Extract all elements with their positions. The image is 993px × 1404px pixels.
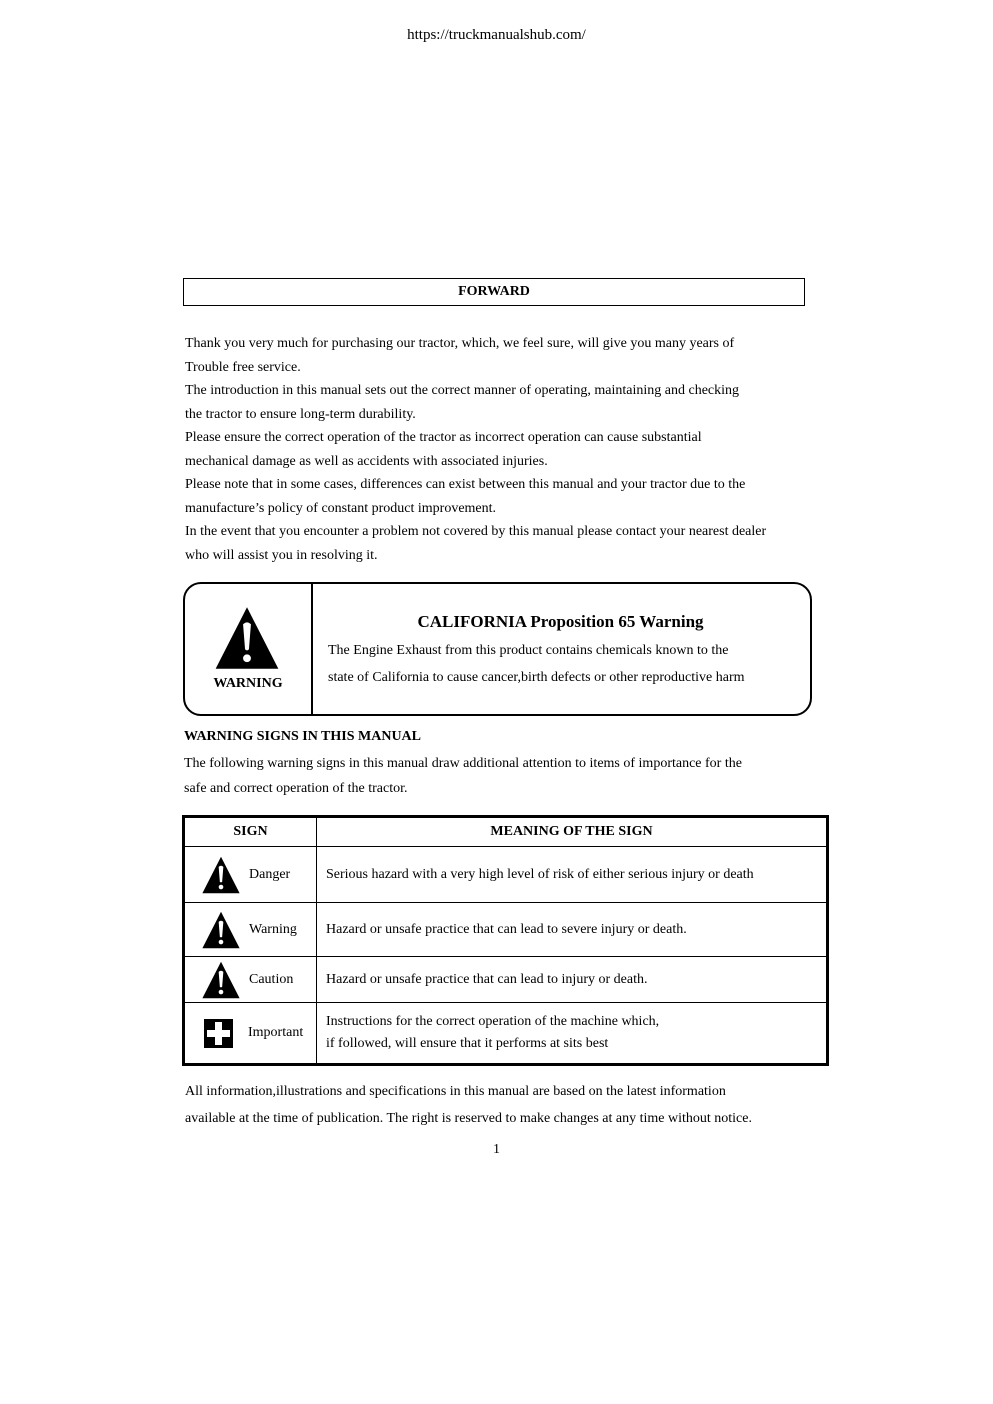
intro-line: Trouble free service. [185,359,301,375]
col-header-meaning: MEANING OF THE SIGN [317,817,828,847]
warning-signs-line: safe and correct operation of the tractor. [184,781,408,796]
warning-triangle-icon [201,856,241,894]
warning-signs-intro [184,751,742,801]
intro-line: Thank you very much for purchasing our tractor, which, we feel sure, will give you many years of [185,336,735,351]
divider [311,584,313,714]
warning-triangle-icon [201,961,241,999]
sign-meaning-line: Instructions for the correct operation of the machine which, [326,1014,660,1029]
warning-triangle-icon [212,606,282,670]
sign-label: Important [248,1025,304,1040]
source-url[interactable]: https://truckmanualshub.com/ [407,27,586,43]
sign-meaning: Hazard or unsafe practice that can lead to severe injury or death. [317,903,828,957]
intro-line: Please ensure the correct operation of the tractor as incorrect operation can cause substantial [185,430,702,445]
table-row [184,903,828,957]
intro-line: mechanical damage as well as accidents with associated injuries. [185,453,548,469]
important-cross-icon [204,1019,233,1048]
warning-triangle-icon [201,911,241,949]
forward-intro [185,332,825,567]
footer-notice [185,1078,752,1132]
table-header-row [184,817,828,847]
sign-label: Caution [249,971,294,987]
table-row [184,957,828,1003]
prop65-text-line: state of California to cause cancer,birth defects or other reproductive harm [328,670,745,685]
table-row [184,847,828,903]
page-number: 1 [493,1142,500,1157]
intro-line: Please note that in some cases, differences can exist between this manual and your tractor due to the [185,477,746,492]
intro-line: manufacture’s policy of constant product improvement. [185,500,497,516]
prop65-warning-box [183,582,812,716]
col-header-sign: SIGN [184,817,317,847]
warning-signs-heading: WARNING SIGNS IN THIS MANUAL [184,729,422,744]
intro-line: the tractor to ensure long-term durability. [185,406,416,422]
forward-title: FORWARD [458,284,530,299]
footer-line: All information,illustrations and specifications in this manual are based on the latest information [185,1084,726,1099]
intro-line: who will assist you in resolving it. [185,547,378,563]
sign-label: Warning [249,921,297,937]
forward-title-box [183,278,805,306]
sign-meaning: Serious hazard with a very high level of risk of either serious injury or death [317,847,828,903]
sign-label: Danger [249,866,291,882]
warning-signs-table [182,815,829,1066]
sign-meaning-line: if followed, will ensure that it performs at sits best [326,1036,609,1051]
intro-line: The introduction in this manual sets out the correct manner of operating, maintaining and checking [185,383,740,398]
table-row [184,1003,828,1065]
prop65-title: CALIFORNIA Proposition 65 Warning [417,612,704,631]
footer-line: available at the time of publication. The right is reserved to make changes at any time without notice. [185,1111,752,1126]
sign-meaning [317,1003,828,1065]
intro-line: In the event that you encounter a problem not covered by this manual please contact your nearest dealer [185,524,767,539]
sign-meaning: Hazard or unsafe practice that can lead to injury or death. [317,957,828,1003]
warning-icon-label: WARNING [213,676,283,691]
prop65-text-line: The Engine Exhaust from this product contains chemicals known to the [328,643,729,658]
warning-signs-line: The following warning signs in this manual draw additional attention to items of importance for the [184,756,742,771]
